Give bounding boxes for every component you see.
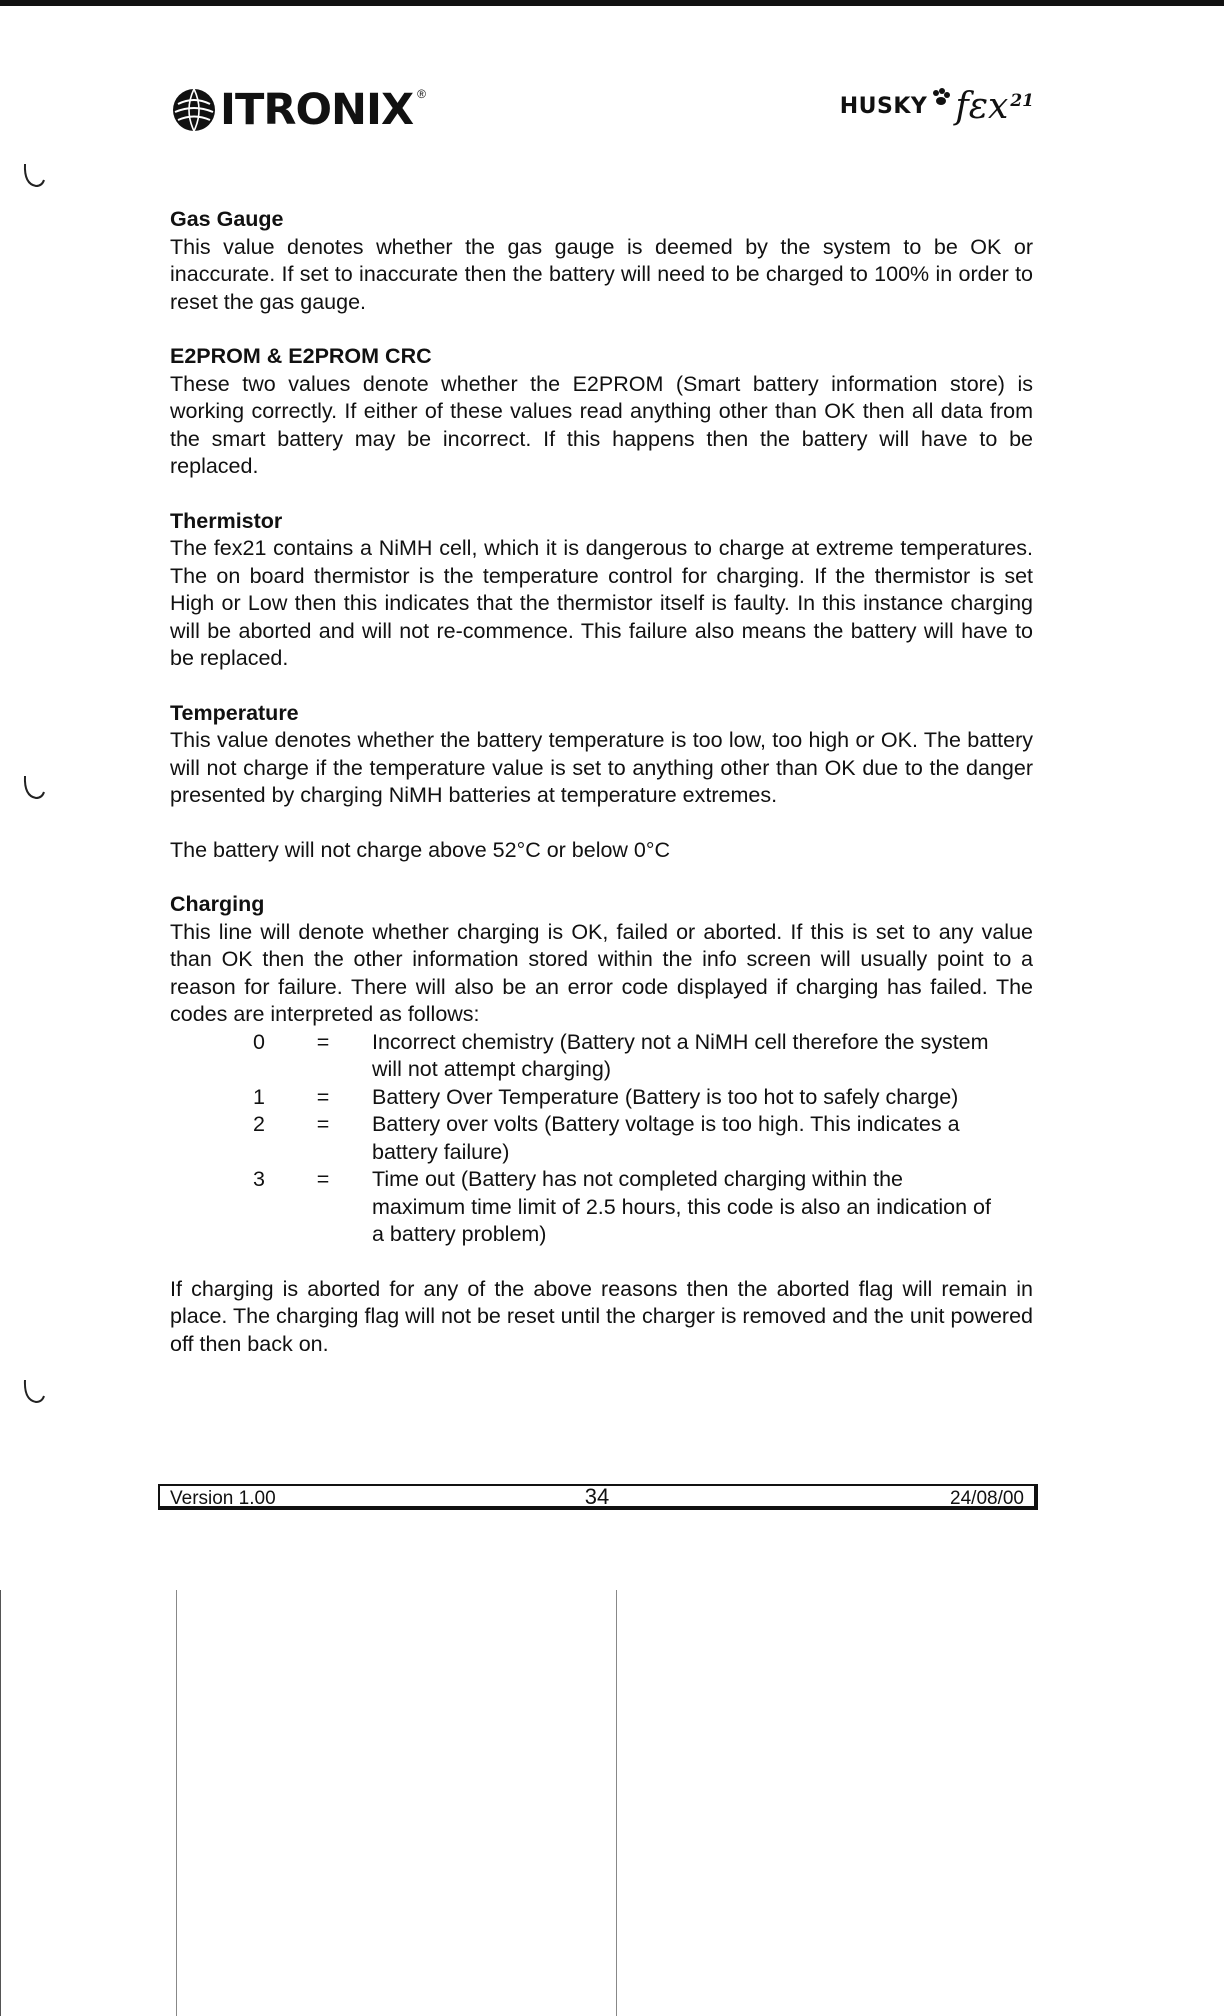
error-code-list <box>170 1029 1033 1249</box>
equals-sign: = <box>316 1029 330 1054</box>
error-code-number: 0 <box>253 1029 265 1054</box>
error-code-description: Incorrect chemistry (Battery not a NiMH cell therefore the system will not attempt charging) <box>372 1029 989 1081</box>
error-code-description: Battery over volts (Battery voltage is too high. This indicates a battery failure) <box>372 1112 960 1164</box>
page-footer <box>158 1484 1038 1510</box>
section-body: This value denotes whether the gas gauge is deemed by the system to be OK or inaccurate. If set to inaccurate then the battery will need to be charged to 100% in order to reset the gas gauge. <box>170 234 1033 314</box>
error-code-item <box>170 1084 1033 1112</box>
fex-model-name: fεx <box>955 86 1009 127</box>
charging-closing-paragraph: If charging is aborted for any of the above reasons then the aborted flag will remain in place. The charging flag will not be reset until the charger is removed and the unit powered off then back on. <box>170 1276 1033 1356</box>
itronix-logo <box>170 86 426 134</box>
globe-icon <box>170 86 218 134</box>
section-body: This value denotes whether the battery temperature is too low, too high or OK. The battery will not charge if the temperature value is set to anything other than OK due to the danger presented by charging NiMH batteries at temperature extremes. <box>170 728 1033 807</box>
footer-date: 24/08/00 <box>950 1488 1024 1509</box>
scan-column-line <box>616 1590 617 2016</box>
paw-icon <box>931 88 951 108</box>
binder-hole-mark-icon <box>22 1378 46 1406</box>
error-code-item <box>170 1029 1033 1084</box>
error-code-item <box>170 1166 1033 1249</box>
error-code-number: 1 <box>253 1084 265 1109</box>
page-number: 34 <box>584 1484 610 1509</box>
temperature-limit-note: The battery will not charge above 52°C or below 0°C <box>170 837 671 862</box>
section-heading: Temperature <box>170 700 299 725</box>
section-body: This line will denote whether charging is OK, failed or aborted. If this is set to any value than OK then the other information stored within the info screen will usually point to a reason for failure. There will also be an error code displayed if charging has failed. The codes are interpreted as follows: <box>170 919 1033 1026</box>
binder-hole-mark-icon <box>22 162 46 190</box>
section-gas-gauge <box>170 206 1033 316</box>
registered-mark: ® <box>417 87 426 101</box>
error-code-description: Battery Over Temperature (Battery is too hot to safely charge) <box>372 1084 959 1109</box>
section-temperature <box>170 700 1033 810</box>
scan-column-line <box>176 1590 177 2016</box>
error-code-number: 2 <box>253 1112 265 1136</box>
husky-wordmark: HUSKY <box>839 94 928 119</box>
husky-fex21-logo <box>840 86 1034 127</box>
equals-sign: = <box>316 1112 330 1136</box>
section-heading: E2PROM & E2PROM CRC <box>170 344 432 368</box>
itronix-wordmark: ITRONIX <box>220 85 414 135</box>
section-heading: Thermistor <box>170 508 283 533</box>
error-code-item <box>170 1111 1033 1166</box>
section-charging <box>170 891 1033 1029</box>
section-body: The fex21 contains a NiMH cell, which it is dangerous to charge at extreme temperatures. The on board thermistor is the temperature control for charging. If the thermistor is set High or Low then this indicates that the thermistor itself is faulty. In this instance charging will be aborted and will not re-commence. This failure also means the battery will have to be replaced. <box>170 536 1033 670</box>
error-code-number: 3 <box>253 1167 265 1191</box>
page-header <box>168 78 1034 148</box>
error-code-description: Time out (Battery has not completed charging within the maximum time limit of 2.5 hours, this code is also an indication of a battery problem) <box>372 1167 991 1246</box>
section-heading: Gas Gauge <box>170 207 284 231</box>
document-body <box>170 206 1033 1358</box>
fex-model-number: 21 <box>1010 90 1034 111</box>
binder-hole-mark-icon <box>22 774 46 802</box>
version-label: Version 1.00 <box>170 1488 276 1509</box>
equals-sign: = <box>316 1084 330 1109</box>
section-thermistor <box>170 508 1033 673</box>
section-body: These two values denote whether the E2PROM (Smart battery information store) is working correctly. If either of these values read anything other than OK then all data from the smart battery may be incorrect. If this happens then the battery will have to be replaced. <box>170 371 1033 478</box>
section-heading: Charging <box>170 892 265 916</box>
equals-sign: = <box>316 1167 330 1191</box>
scan-edge-line <box>0 1590 1 2016</box>
top-border-rule <box>0 0 1224 6</box>
section-e2prom <box>170 343 1033 481</box>
